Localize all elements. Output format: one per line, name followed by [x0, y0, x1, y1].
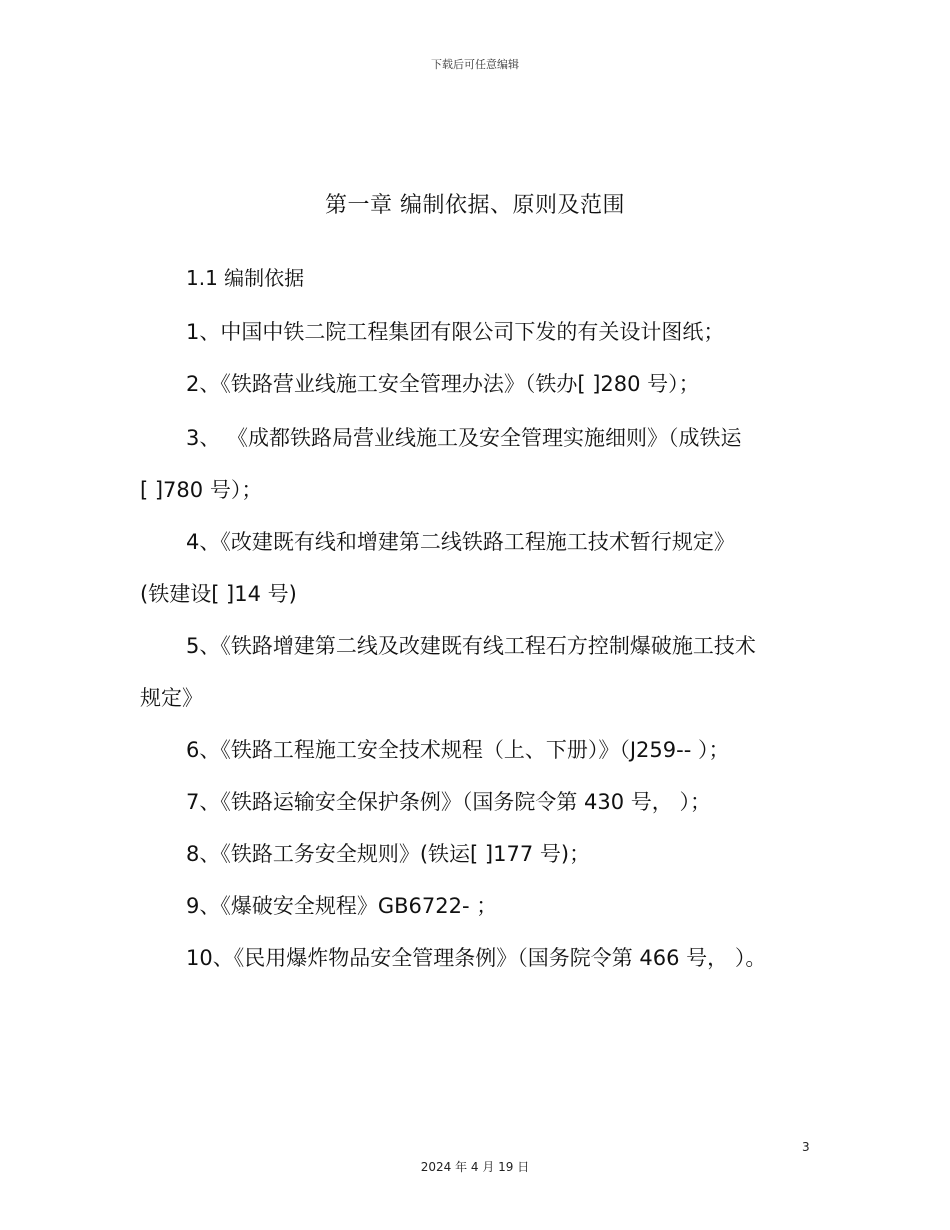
- list-item-6-line-1: 6、《铁路工程施工安全技术规程（上、下册）》（J259-- ）；: [186, 738, 730, 762]
- page-number: 3: [802, 1140, 810, 1154]
- list-item-4-line-1: 4、《改建既有线和增建第二线铁路工程施工技术暂行规定》: [186, 530, 735, 554]
- chapter-title: 第一章 编制依据、原则及范围: [325, 193, 625, 218]
- section-title: 1.1 编制依据: [186, 266, 305, 290]
- list-item-4-line-2: (铁建设[ ]14 号): [140, 582, 297, 606]
- list-item-3-line-1: 3、 《成都铁路局营业线施工及安全管理实施细则》（成铁运: [186, 426, 742, 450]
- header-note: 下载后可任意编辑: [431, 58, 519, 71]
- list-item-1-line-1: 1、中国中铁二院工程集团有限公司下发的有关设计图纸；: [186, 320, 725, 344]
- list-item-7-line-1: 7、《铁路运输安全保护条例》（国务院令第 430 号， ）；: [186, 790, 711, 814]
- list-item-5-line-1: 5、《铁路增建第二线及改建既有线工程石方控制爆破施工技术: [186, 634, 756, 658]
- list-item-8-line-1: 8、《铁路工务安全规则》(铁运[ ]177 号)；: [186, 842, 591, 866]
- list-item-9-line-1: 9、《爆破安全规程》GB6722- ；: [186, 894, 498, 918]
- list-item-5-line-2: 规定》: [140, 686, 203, 710]
- footer-date: 2024 年 4 月 19 日: [420, 1160, 530, 1174]
- list-item-3-line-2: [ ]780 号）；: [140, 478, 263, 502]
- list-item-10-line-1: 10、《民用爆炸物品安全管理条例》（国务院令第 466 号， ）。: [186, 946, 767, 970]
- list-item-2-line-1: 2、《铁路营业线施工安全管理办法》（铁办[ ]280 号）；: [186, 372, 700, 396]
